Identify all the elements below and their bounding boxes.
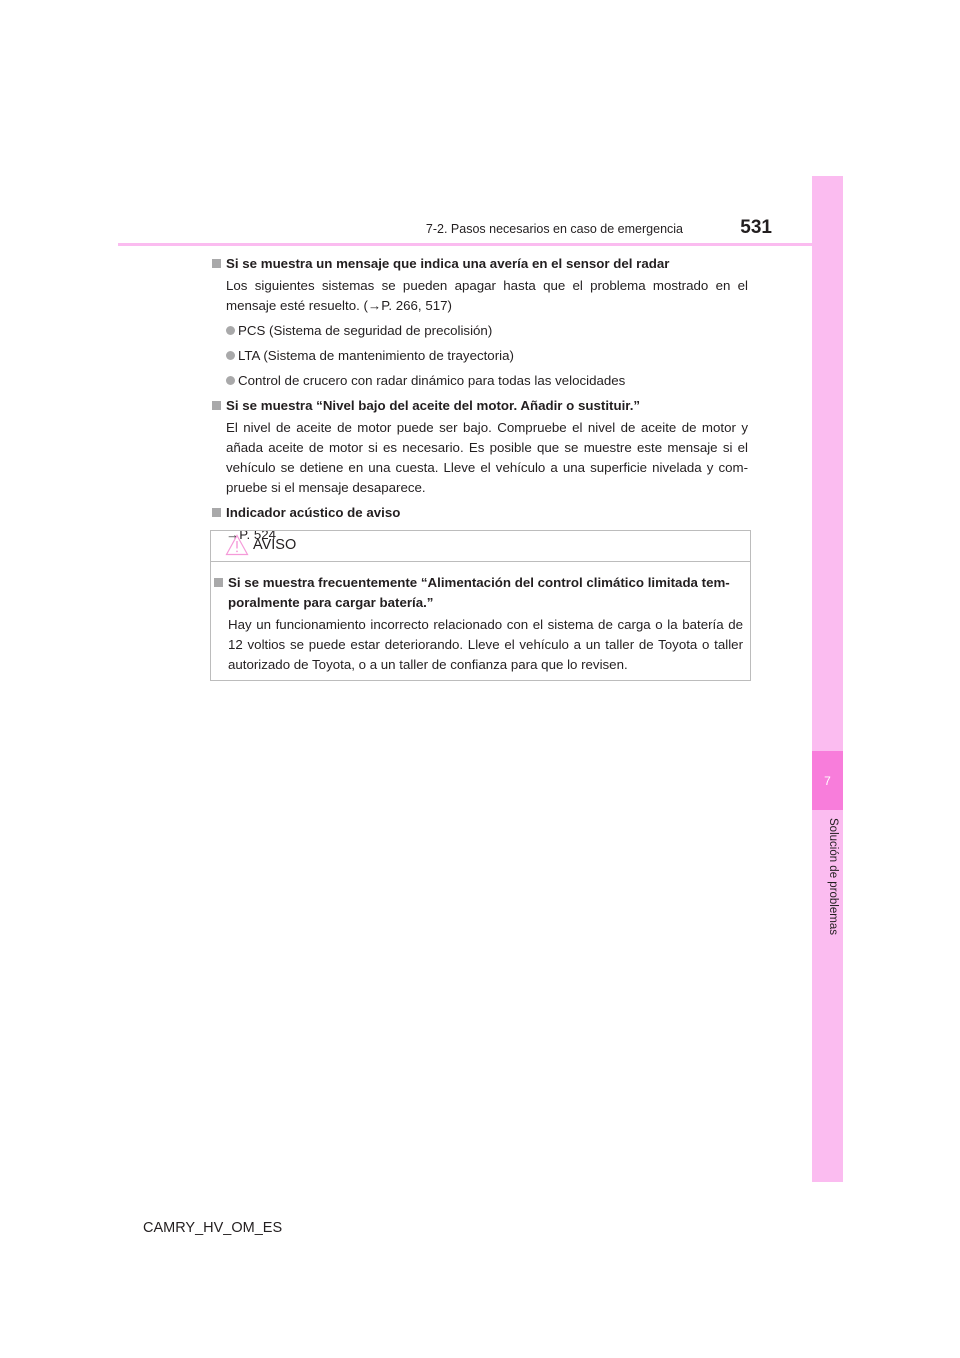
document-code: CAMRY_HV_OM_ES: [143, 1220, 283, 1236]
square-bullet-icon: [212, 259, 221, 268]
header-divider: [118, 243, 842, 246]
section-heading-oil: Si se muestra “Nivel bajo del aceite del motor. Añadir o sustituir.”: [212, 396, 748, 416]
warning-box: [210, 530, 751, 681]
warning-body: [214, 573, 743, 680]
square-bullet-icon: [212, 401, 221, 410]
warning-text: Hay un funcionamiento incorrecto relacionado con el sistema de carga o la batería de 12 voltios se puede estar deteriorando. Lleve el vehículo a un taller de Toyota o taller autorizado de Toyota, o a un taller de confianza para que lo revisen.: [228, 617, 743, 672]
section-heading-radar: Si se muestra un mensaje que indica una avería en el sensor del radar: [212, 254, 748, 274]
paragraph-oil: El nivel de aceite de motor puede ser bajo. Compruebe el nivel de aceite de motor y añada aceite de motor si es necesario. Es posible que se muestre este mensaje si el vehículo se detiene en una cuesta. Lleve el vehículo a una superficie nivelada y com-pruebe si el mensaje desaparece.: [226, 420, 748, 495]
main-content: [212, 254, 748, 550]
list-item: PCS (Sistema de seguridad de precolisión): [212, 321, 748, 341]
list-item: Control de crucero con radar dinámico para todas las velocidades: [212, 371, 748, 391]
circle-bullet-icon: [226, 326, 235, 335]
warning-heading: Si se muestra frecuentemente “Alimentación del control climático limitada tem-poralmente para cargar batería.”: [214, 573, 743, 613]
square-bullet-icon: [212, 508, 221, 517]
warning-title: AVISO: [253, 537, 297, 553]
circle-bullet-icon: [226, 376, 235, 385]
page-reference: →P. 524: [226, 527, 277, 542]
chapter-number: 7: [812, 751, 843, 810]
side-tab: [812, 176, 843, 1182]
page-number: 531: [740, 217, 772, 238]
warning-triangle-icon: [225, 534, 249, 556]
paragraph-radar: Los siguientes sistemas se pueden apagar hasta que el problema mostrado en el mensaje esté resuelto. (→P. 266, 517): [226, 278, 748, 313]
circle-bullet-icon: [226, 351, 235, 360]
chapter-label: Solución de problemas: [827, 818, 839, 935]
list-item: LTA (Sistema de mantenimiento de trayectoria): [212, 346, 748, 366]
section-heading-buzzer: Indicador acústico de aviso: [212, 503, 748, 523]
warning-header: [211, 531, 750, 562]
section-title: 7-2. Pasos necesarios en caso de emergencia: [425, 222, 683, 236]
square-bullet-icon: [214, 578, 223, 587]
